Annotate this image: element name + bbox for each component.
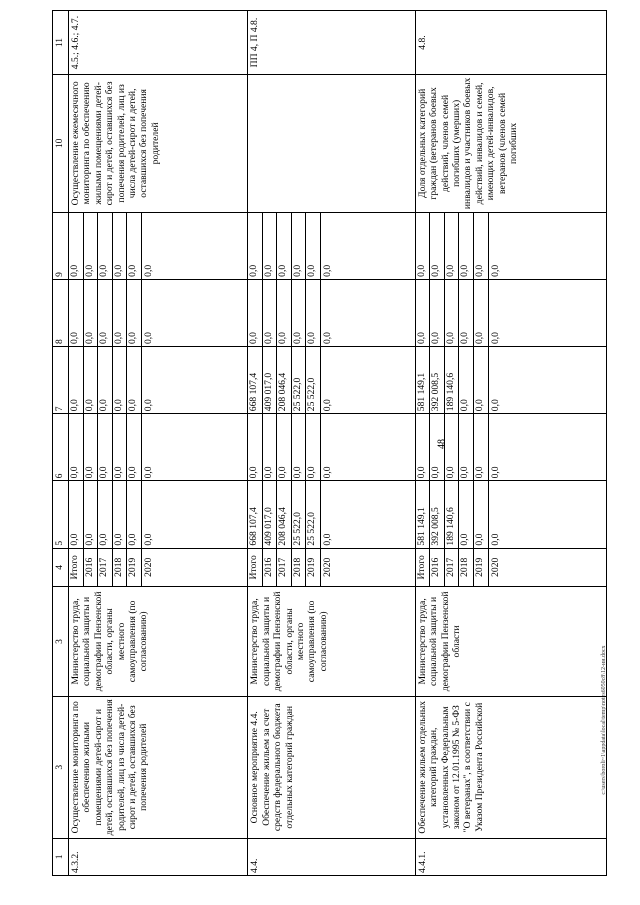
value-cell: 0,0 — [112, 279, 127, 346]
value-cell: 0,0 — [112, 481, 127, 548]
year-cell: 2018 — [112, 548, 127, 586]
value-cell: 189 140,6 — [444, 481, 459, 548]
value-cell: 0,0 — [83, 279, 98, 346]
value-cell: 0,0 — [127, 347, 142, 414]
header-row — [53, 11, 69, 876]
value-cell: 0,0 — [320, 347, 415, 414]
value-cell: 208 046,4 — [277, 481, 292, 548]
value-cell: 0,0 — [98, 347, 113, 414]
value-cell: 0,0 — [473, 279, 488, 346]
reference: 4.5.; 4.6.; 4.7. — [69, 11, 248, 75]
value-cell: 0,0 — [277, 414, 292, 481]
value-cell: 0,0 — [320, 414, 415, 481]
document-path-footer: c:\users\boroli~1\appdata\local\temp\notes6050c8\12-ии.docx — [601, 645, 607, 795]
value-cell: 0,0 — [320, 212, 415, 279]
value-cell: 0,0 — [306, 279, 321, 346]
header-col-11: 11 — [53, 11, 69, 75]
value-cell: 0,0 — [141, 481, 248, 548]
rotated-page — [52, 10, 607, 876]
value-cell: 0,0 — [459, 347, 474, 414]
value-cell: 0,0 — [141, 414, 248, 481]
value-cell: 581 149,1 — [415, 481, 430, 548]
row-number: 4.4.1. — [415, 838, 606, 875]
value-cell: 0,0 — [248, 279, 263, 346]
value-cell: 0,0 — [127, 212, 142, 279]
value-cell: 0,0 — [444, 414, 459, 481]
value-cell: 0,0 — [459, 481, 474, 548]
year-cell: 2017 — [98, 548, 113, 586]
year-cell: 2017 — [277, 548, 292, 586]
value-cell: 0,0 — [444, 212, 459, 279]
value-cell: 0,0 — [306, 414, 321, 481]
year-cell: Итого — [415, 548, 430, 586]
value-cell: 0,0 — [98, 481, 113, 548]
value-cell: 0,0 — [112, 347, 127, 414]
value-cell: 581 149,1 — [415, 347, 430, 414]
header-col-8: 8 — [53, 279, 69, 346]
value-cell: 0,0 — [141, 347, 248, 414]
value-cell: 0,0 — [320, 481, 415, 548]
value-cell: 0,0 — [488, 212, 607, 279]
value-cell: 0,0 — [262, 279, 277, 346]
value-cell: 0,0 — [83, 414, 98, 481]
reference: 4.8. — [415, 11, 606, 75]
value-cell: 0,0 — [127, 414, 142, 481]
year-cell: 2016 — [430, 548, 445, 586]
year-cell: 2019 — [127, 548, 142, 586]
year-cell: 2016 — [262, 548, 277, 586]
value-cell: 409 017,0 — [262, 481, 277, 548]
indicator: Доля отдельных категорий граждан (ветеранов боевых действий, членов семей погибших (умерших) инвалидов и участников боевых действий, инвалидов и семей, имеющих детей-инвалидов, ветеранов (членов семей погибших — [415, 75, 606, 213]
value-cell: 189 140,6 — [444, 347, 459, 414]
value-cell: 25 522,0 — [291, 481, 306, 548]
value-cell: 392 008,5 — [430, 481, 445, 548]
value-cell: 0,0 — [415, 414, 430, 481]
value-cell: 0,0 — [98, 279, 113, 346]
value-cell: 0,0 — [473, 347, 488, 414]
year-cell: Итого — [69, 548, 84, 586]
header-col-2: 3 — [53, 696, 69, 838]
value-cell: 0,0 — [430, 414, 445, 481]
header-col-9: 9 — [53, 212, 69, 279]
value-cell: 0,0 — [306, 212, 321, 279]
value-cell: 0,0 — [69, 279, 84, 346]
year-cell: 2016 — [83, 548, 98, 586]
value-cell: 0,0 — [488, 279, 607, 346]
value-cell: 0,0 — [262, 212, 277, 279]
value-cell: 0,0 — [473, 414, 488, 481]
year-cell: 2020 — [320, 548, 415, 586]
year-cell: 2019 — [473, 548, 488, 586]
value-cell: 25 522,0 — [306, 347, 321, 414]
value-cell: 0,0 — [277, 279, 292, 346]
value-cell: 0,0 — [488, 347, 607, 414]
value-cell: 0,0 — [488, 414, 607, 481]
value-cell: 0,0 — [415, 212, 430, 279]
indicator — [248, 75, 416, 213]
value-cell: 0,0 — [415, 279, 430, 346]
value-cell: 0,0 — [459, 279, 474, 346]
value-cell: 0,0 — [69, 347, 84, 414]
value-cell: 0,0 — [141, 212, 248, 279]
value-cell: 0,0 — [69, 481, 84, 548]
value-cell: 0,0 — [83, 481, 98, 548]
reference: ПП 4, П 4.8. — [248, 11, 416, 75]
executor: Министерство труда, социальной защиты и демографии Пензенской области — [415, 586, 606, 696]
value-cell: 0,0 — [127, 279, 142, 346]
value-cell: 0,0 — [291, 414, 306, 481]
year-cell: 2020 — [141, 548, 248, 586]
row-number: 4.3.2. — [69, 838, 248, 875]
year-cell: Итого — [248, 548, 263, 586]
header-col-1: 1 — [53, 838, 69, 875]
value-cell: 0,0 — [430, 212, 445, 279]
value-cell: 25 522,0 — [291, 347, 306, 414]
measure-name: Основное мероприятие 4.4. Обеспечение жильем за счет средств федерального бюджета отдельных категорий граждан — [248, 696, 416, 838]
header-col-5: 5 — [53, 481, 69, 548]
value-cell: 409 017,0 — [262, 347, 277, 414]
value-cell: 0,0 — [459, 414, 474, 481]
row-number: 4.4. — [248, 838, 416, 875]
indicator: Осуществление ежемесячного мониторинга по обеспечению жилыми помещениями детей-сирот и детей, оставшихся без попечения родителей, лиц из числа детей-сирот и детей, оставшихся без попечения родителей — [69, 75, 248, 213]
value-cell: 0,0 — [444, 279, 459, 346]
value-cell: 0,0 — [277, 212, 292, 279]
value-cell: 0,0 — [112, 212, 127, 279]
value-cell: 0,0 — [69, 212, 84, 279]
measures-table — [52, 10, 607, 876]
year-cell: 2018 — [459, 548, 474, 586]
value-cell: 0,0 — [69, 414, 84, 481]
year-cell: 2017 — [444, 548, 459, 586]
value-cell: 0,0 — [248, 414, 263, 481]
measure-name: Обеспечение жильем отдельных категорий граждан, установленных Федеральным законом от 12.01.1995 № 5-ФЗ "О ветеранах", в соответствии с Указом Президента Российской — [415, 696, 606, 838]
value-cell: 0,0 — [262, 414, 277, 481]
value-cell: 0,0 — [291, 212, 306, 279]
year-cell: 2018 — [291, 548, 306, 586]
value-cell: 208 046,4 — [277, 347, 292, 414]
page-number: 48 — [436, 439, 448, 449]
value-cell: 0,0 — [473, 212, 488, 279]
value-cell: 668 107,4 — [248, 347, 263, 414]
value-cell: 0,0 — [459, 212, 474, 279]
value-cell: 25 522,0 — [306, 481, 321, 548]
value-cell: 0,0 — [83, 212, 98, 279]
measure-name: Осуществление мониторинга по обеспечению жилыми помещениями детей-сирот и детей, оставшихся без попечения родителей, лиц из числа детей-сирот и детей, оставшихся без попечения родителей — [69, 696, 248, 838]
value-cell: 0,0 — [127, 481, 142, 548]
value-cell: 0,0 — [112, 414, 127, 481]
header-col-10: 10 — [53, 75, 69, 213]
value-cell: 0,0 — [430, 279, 445, 346]
header-col-7: 7 — [53, 347, 69, 414]
value-cell: 0,0 — [320, 279, 415, 346]
value-cell: 0,0 — [98, 414, 113, 481]
value-cell: 0,0 — [473, 481, 488, 548]
executor: Министерство труда, социальной защиты и демографии Пензенской области, органы местного самоуправления (по согласованию) — [248, 586, 416, 696]
value-cell: 392 008,5 — [430, 347, 445, 414]
value-cell: 0,0 — [83, 347, 98, 414]
year-cell: 2020 — [488, 548, 607, 586]
value-cell: 0,0 — [98, 212, 113, 279]
header-col-3: 3 — [53, 586, 69, 696]
table-row — [248, 11, 263, 876]
value-cell: 0,0 — [248, 212, 263, 279]
value-cell: 0,0 — [141, 279, 248, 346]
value-cell: 0,0 — [488, 481, 607, 548]
header-col-6: 6 — [53, 414, 69, 481]
value-cell: 0,0 — [291, 279, 306, 346]
year-cell: 2019 — [306, 548, 321, 586]
table-row — [69, 11, 84, 876]
executor: Министерство труда, социальной защиты и демографии Пензенской области, органы местного самоуправления (по согласованию) — [69, 586, 248, 696]
value-cell: 668 107,4 — [248, 481, 263, 548]
header-col-4: 4 — [53, 548, 69, 586]
table-row — [415, 11, 430, 876]
